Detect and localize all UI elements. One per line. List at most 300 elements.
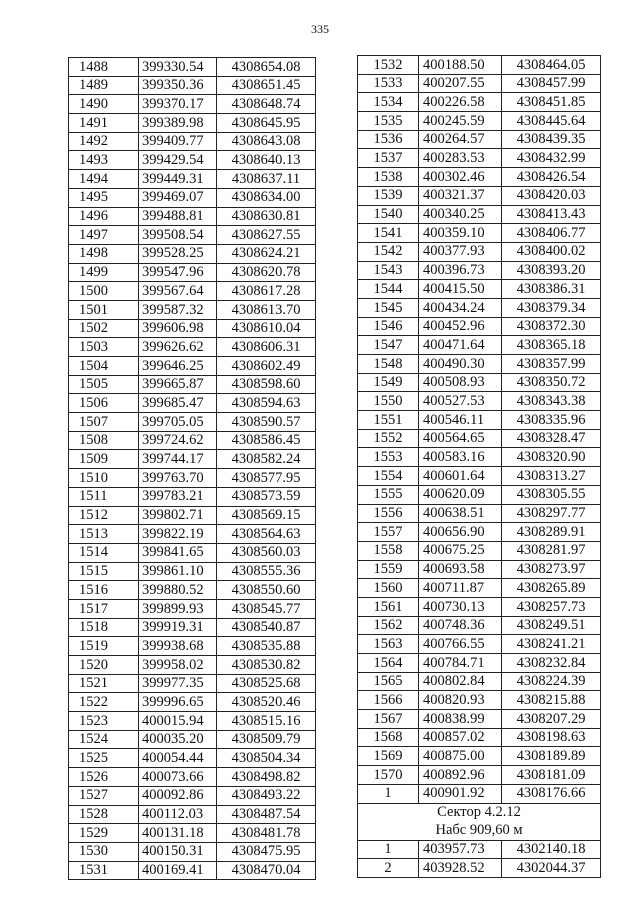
- x-coordinate-cell: 399567.64: [139, 282, 217, 301]
- x-coordinate-cell: 399330.54: [139, 58, 217, 77]
- y-coordinate-cell: 4308215.88: [502, 691, 601, 710]
- x-coordinate-cell: 399488.81: [139, 207, 217, 226]
- y-coordinate-cell: 4308232.84: [502, 654, 601, 673]
- point-number-cell: 1516: [69, 581, 139, 600]
- point-number-cell: 1536: [358, 130, 419, 149]
- point-number-cell: 1552: [358, 429, 419, 448]
- point-number-cell: 1521: [69, 674, 139, 693]
- table-row: [358, 747, 601, 766]
- point-number-cell: 1557: [358, 523, 419, 542]
- table-row: [69, 469, 316, 488]
- point-number-cell: 1: [358, 840, 419, 859]
- x-coordinate-cell: 400207.55: [419, 74, 502, 93]
- y-coordinate-cell: 4308555.36: [217, 562, 316, 581]
- x-coordinate-cell: 400092.86: [139, 786, 217, 805]
- x-coordinate-cell: 399724.62: [139, 431, 217, 450]
- table-row: [358, 523, 601, 542]
- point-number-cell: 1555: [358, 485, 419, 504]
- x-coordinate-cell: 399547.96: [139, 263, 217, 282]
- x-coordinate-cell: 399587.32: [139, 300, 217, 319]
- x-coordinate-cell: 400054.44: [139, 749, 217, 768]
- y-coordinate-cell: 4302140.18: [502, 840, 601, 859]
- x-coordinate-cell: 399370.17: [139, 95, 217, 114]
- x-coordinate-cell: 400434.24: [419, 298, 502, 317]
- point-number-cell: 1558: [358, 541, 419, 560]
- y-coordinate-cell: 4308335.96: [502, 411, 601, 430]
- table-row: [358, 93, 601, 112]
- table-row: [358, 784, 601, 803]
- y-coordinate-cell: 4308525.68: [217, 674, 316, 693]
- y-coordinate-cell: 4308613.70: [217, 300, 316, 319]
- table-row: [358, 392, 601, 411]
- y-coordinate-cell: 4308372.30: [502, 317, 601, 336]
- y-coordinate-cell: 4308328.47: [502, 429, 601, 448]
- table-row: [358, 485, 601, 504]
- point-number-cell: 1541: [358, 224, 419, 243]
- point-number-cell: 1542: [358, 242, 419, 261]
- point-number-cell: 1545: [358, 298, 419, 317]
- table-row: [358, 205, 601, 224]
- table-row: [358, 411, 601, 430]
- coordinates-table-left: [68, 57, 316, 880]
- point-number-cell: 1488: [69, 58, 139, 77]
- x-coordinate-cell: 400396.73: [419, 261, 502, 280]
- x-coordinate-cell: 400188.50: [419, 56, 502, 75]
- table-row: [69, 637, 316, 656]
- table-row: [69, 842, 316, 861]
- x-coordinate-cell: 399389.98: [139, 114, 217, 133]
- y-coordinate-cell: 4308365.18: [502, 336, 601, 355]
- y-coordinate-cell: 4308470.04: [217, 861, 316, 880]
- y-coordinate-cell: 4308224.39: [502, 672, 601, 691]
- point-number-cell: 1508: [69, 431, 139, 450]
- x-coordinate-cell: 400601.64: [419, 467, 502, 486]
- point-number-cell: 1497: [69, 226, 139, 245]
- x-coordinate-cell: 399958.02: [139, 656, 217, 675]
- x-coordinate-cell: 400638.51: [419, 504, 502, 523]
- table-row: [69, 693, 316, 712]
- x-coordinate-cell: 400693.58: [419, 560, 502, 579]
- y-coordinate-cell: 4308265.89: [502, 579, 601, 598]
- x-coordinate-cell: 399802.71: [139, 506, 217, 525]
- y-coordinate-cell: 4308313.27: [502, 467, 601, 486]
- y-coordinate-cell: 4308420.03: [502, 186, 601, 205]
- point-number-cell: 1513: [69, 525, 139, 544]
- y-coordinate-cell: 4308426.54: [502, 168, 601, 187]
- y-coordinate-cell: 4308498.82: [217, 768, 316, 787]
- point-number-cell: 1503: [69, 338, 139, 357]
- y-coordinate-cell: 4308640.13: [217, 151, 316, 170]
- table-row: [358, 710, 601, 729]
- table-row: [358, 429, 601, 448]
- table-row: [358, 560, 601, 579]
- point-number-cell: 1560: [358, 579, 419, 598]
- x-coordinate-cell: 400264.57: [419, 130, 502, 149]
- point-number-cell: 1499: [69, 263, 139, 282]
- point-number-cell: 1569: [358, 747, 419, 766]
- y-coordinate-cell: 4308350.72: [502, 373, 601, 392]
- table-row: [69, 188, 316, 207]
- x-coordinate-cell: 400490.30: [419, 355, 502, 374]
- table-row: [358, 317, 601, 336]
- y-coordinate-cell: 4308257.73: [502, 597, 601, 616]
- table-row: [69, 824, 316, 843]
- table-row: [69, 95, 316, 114]
- table-row: [358, 616, 601, 635]
- x-coordinate-cell: 400838.99: [419, 710, 502, 729]
- table-row: [358, 168, 601, 187]
- point-number-cell: 1509: [69, 450, 139, 469]
- y-coordinate-cell: 4308176.66: [502, 784, 601, 803]
- table-row: [358, 56, 601, 75]
- x-coordinate-cell: 399996.65: [139, 693, 217, 712]
- table-row: [69, 207, 316, 226]
- point-number-cell: 1570: [358, 766, 419, 785]
- y-coordinate-cell: 4308445.64: [502, 112, 601, 131]
- point-number-cell: 1507: [69, 413, 139, 432]
- section-header-group: [358, 803, 601, 840]
- table-row: [69, 282, 316, 301]
- table-row: [69, 543, 316, 562]
- table-row: [358, 467, 601, 486]
- table-row: [358, 74, 601, 93]
- y-coordinate-cell: 4308540.87: [217, 618, 316, 637]
- point-number-cell: 1553: [358, 448, 419, 467]
- table-row: [69, 487, 316, 506]
- x-coordinate-cell: 400620.09: [419, 485, 502, 504]
- x-coordinate-cell: 399705.05: [139, 413, 217, 432]
- y-coordinate-cell: 4308343.38: [502, 392, 601, 411]
- table-row: [358, 336, 601, 355]
- x-coordinate-cell: 400875.00: [419, 747, 502, 766]
- point-number-cell: 1504: [69, 357, 139, 376]
- point-number-cell: 1544: [358, 280, 419, 299]
- y-coordinate-cell: 4308530.82: [217, 656, 316, 675]
- table-row: [358, 579, 601, 598]
- table-row: [358, 672, 601, 691]
- y-coordinate-cell: 4308451.85: [502, 93, 601, 112]
- point-number-cell: 1551: [358, 411, 419, 430]
- y-coordinate-cell: 4308586.45: [217, 431, 316, 450]
- y-coordinate-cell: 4308582.24: [217, 450, 316, 469]
- table-row: [358, 728, 601, 747]
- point-number-cell: 1518: [69, 618, 139, 637]
- y-coordinate-cell: 4308509.79: [217, 730, 316, 749]
- x-coordinate-cell: 399977.35: [139, 674, 217, 693]
- point-number-cell: 1556: [358, 504, 419, 523]
- point-number-cell: 1546: [358, 317, 419, 336]
- point-number-cell: 1549: [358, 373, 419, 392]
- y-coordinate-cell: 4308550.60: [217, 581, 316, 600]
- point-number-cell: 1530: [69, 842, 139, 861]
- x-coordinate-cell: 400583.16: [419, 448, 502, 467]
- point-number-cell: 1540: [358, 205, 419, 224]
- table-row: [69, 618, 316, 637]
- y-coordinate-cell: 4308504.34: [217, 749, 316, 768]
- x-coordinate-cell: 399449.31: [139, 170, 217, 189]
- point-number-cell: 1525: [69, 749, 139, 768]
- y-coordinate-cell: 4308634.00: [217, 188, 316, 207]
- y-coordinate-cell: 4302044.37: [502, 859, 601, 878]
- table-row: [69, 300, 316, 319]
- table-row: [69, 375, 316, 394]
- y-coordinate-cell: 4308386.31: [502, 280, 601, 299]
- y-coordinate-cell: 4308598.60: [217, 375, 316, 394]
- table-row: [69, 319, 316, 338]
- y-coordinate-cell: 4308297.77: [502, 504, 601, 523]
- point-number-cell: 1526: [69, 768, 139, 787]
- point-number-cell: 1501: [69, 300, 139, 319]
- table-row: [69, 357, 316, 376]
- point-number-cell: 1554: [358, 467, 419, 486]
- point-number-cell: 1502: [69, 319, 139, 338]
- x-coordinate-cell: 400112.03: [139, 805, 217, 824]
- table-row: [69, 338, 316, 357]
- point-number-cell: 1520: [69, 656, 139, 675]
- y-coordinate-cell: 4308439.35: [502, 130, 601, 149]
- table-row: [69, 244, 316, 263]
- y-coordinate-cell: 4308273.97: [502, 560, 601, 579]
- section-subtitle: Набс 909,60 м: [435, 821, 523, 838]
- y-coordinate-cell: 4308198.63: [502, 728, 601, 747]
- x-coordinate-cell: 399350.36: [139, 76, 217, 95]
- point-number-cell: 2: [358, 859, 419, 878]
- table-row: [358, 691, 601, 710]
- point-number-cell: 1505: [69, 375, 139, 394]
- x-coordinate-cell: 399528.25: [139, 244, 217, 263]
- x-coordinate-cell: 400226.58: [419, 93, 502, 112]
- table-row: [358, 373, 601, 392]
- x-coordinate-cell: 399665.87: [139, 375, 217, 394]
- y-coordinate-cell: 4308610.04: [217, 319, 316, 338]
- table-row: [358, 224, 601, 243]
- y-coordinate-cell: 4308289.91: [502, 523, 601, 542]
- y-coordinate-cell: 4308594.63: [217, 394, 316, 413]
- x-coordinate-cell: 399744.17: [139, 450, 217, 469]
- point-number-cell: 1515: [69, 562, 139, 581]
- y-coordinate-cell: 4308602.49: [217, 357, 316, 376]
- x-coordinate-cell: 400302.46: [419, 168, 502, 187]
- y-coordinate-cell: 4308464.05: [502, 56, 601, 75]
- table-row: [358, 859, 601, 878]
- y-coordinate-cell: 4308645.95: [217, 114, 316, 133]
- point-number-cell: 1490: [69, 95, 139, 114]
- x-coordinate-cell: 403957.73: [419, 840, 502, 859]
- table-row: [358, 298, 601, 317]
- x-coordinate-cell: 400802.84: [419, 672, 502, 691]
- point-number-cell: 1506: [69, 394, 139, 413]
- x-coordinate-cell: 400150.31: [139, 842, 217, 861]
- coordinates-table-right-body: [358, 56, 601, 804]
- y-coordinate-cell: 4308487.54: [217, 805, 316, 824]
- point-number-cell: 1514: [69, 543, 139, 562]
- table-row: [358, 635, 601, 654]
- x-coordinate-cell: 400508.93: [419, 373, 502, 392]
- table-row: [69, 786, 316, 805]
- x-coordinate-cell: 400730.13: [419, 597, 502, 616]
- y-coordinate-cell: 4308515.16: [217, 712, 316, 731]
- point-number-cell: 1524: [69, 730, 139, 749]
- table-row: [358, 840, 601, 859]
- table-row: [69, 151, 316, 170]
- y-coordinate-cell: 4308535.88: [217, 637, 316, 656]
- table-row: [69, 450, 316, 469]
- x-coordinate-cell: 400073.66: [139, 768, 217, 787]
- y-coordinate-cell: 4308620.78: [217, 263, 316, 282]
- section-header-cell: [358, 803, 601, 840]
- point-number-cell: 1: [358, 784, 419, 803]
- x-coordinate-cell: 399469.07: [139, 188, 217, 207]
- point-number-cell: 1539: [358, 186, 419, 205]
- point-number-cell: 1533: [358, 74, 419, 93]
- y-coordinate-cell: 4308520.46: [217, 693, 316, 712]
- x-coordinate-cell: 399626.62: [139, 338, 217, 357]
- x-coordinate-cell: 400857.02: [419, 728, 502, 747]
- x-coordinate-cell: 400892.96: [419, 766, 502, 785]
- y-coordinate-cell: 4308654.08: [217, 58, 316, 77]
- x-coordinate-cell: 399783.21: [139, 487, 217, 506]
- x-coordinate-cell: 399861.10: [139, 562, 217, 581]
- point-number-cell: 1523: [69, 712, 139, 731]
- x-coordinate-cell: 400452.96: [419, 317, 502, 336]
- point-number-cell: 1492: [69, 132, 139, 151]
- point-number-cell: 1494: [69, 170, 139, 189]
- y-coordinate-cell: 4308207.29: [502, 710, 601, 729]
- point-number-cell: 1534: [358, 93, 419, 112]
- page-number: 335: [311, 22, 329, 36]
- point-number-cell: 1562: [358, 616, 419, 635]
- table-row: [69, 805, 316, 824]
- x-coordinate-cell: 400527.53: [419, 392, 502, 411]
- table-row: [358, 766, 601, 785]
- table-row: [69, 76, 316, 95]
- point-number-cell: 1511: [69, 487, 139, 506]
- x-coordinate-cell: 400901.92: [419, 784, 502, 803]
- x-coordinate-cell: 399606.98: [139, 319, 217, 338]
- x-coordinate-cell: 400675.25: [419, 541, 502, 560]
- x-coordinate-cell: 400131.18: [139, 824, 217, 843]
- y-coordinate-cell: 4308406.77: [502, 224, 601, 243]
- table-row: [69, 132, 316, 151]
- y-coordinate-cell: 4308249.51: [502, 616, 601, 635]
- point-number-cell: 1537: [358, 149, 419, 168]
- table-row: [69, 525, 316, 544]
- x-coordinate-cell: 399508.54: [139, 226, 217, 245]
- x-coordinate-cell: 400820.93: [419, 691, 502, 710]
- y-coordinate-cell: 4308393.20: [502, 261, 601, 280]
- coordinates-table-left-body: [69, 58, 316, 880]
- x-coordinate-cell: 400564.65: [419, 429, 502, 448]
- point-number-cell: 1559: [358, 560, 419, 579]
- y-coordinate-cell: 4308564.63: [217, 525, 316, 544]
- point-number-cell: 1493: [69, 151, 139, 170]
- point-number-cell: 1566: [358, 691, 419, 710]
- y-coordinate-cell: 4308481.78: [217, 824, 316, 843]
- point-number-cell: 1500: [69, 282, 139, 301]
- x-coordinate-cell: 399429.54: [139, 151, 217, 170]
- table-row: [358, 597, 601, 616]
- x-coordinate-cell: 400015.94: [139, 712, 217, 731]
- table-row: [358, 355, 601, 374]
- point-number-cell: 1510: [69, 469, 139, 488]
- y-coordinate-cell: 4308643.08: [217, 132, 316, 151]
- point-number-cell: 1519: [69, 637, 139, 656]
- x-coordinate-cell: 400283.53: [419, 149, 502, 168]
- y-coordinate-cell: 4308545.77: [217, 599, 316, 618]
- y-coordinate-cell: 4308493.22: [217, 786, 316, 805]
- table-row: [69, 730, 316, 749]
- x-coordinate-cell: 399880.52: [139, 581, 217, 600]
- x-coordinate-cell: 399841.65: [139, 543, 217, 562]
- point-number-cell: 1522: [69, 693, 139, 712]
- point-number-cell: 1535: [358, 112, 419, 131]
- table-row: [69, 263, 316, 282]
- x-coordinate-cell: 399938.68: [139, 637, 217, 656]
- table-row: [358, 654, 601, 673]
- table-row: [69, 114, 316, 133]
- point-number-cell: 1489: [69, 76, 139, 95]
- section-rows-body: [358, 840, 601, 877]
- x-coordinate-cell: 400711.87: [419, 579, 502, 598]
- y-coordinate-cell: 4308577.95: [217, 469, 316, 488]
- point-number-cell: 1491: [69, 114, 139, 133]
- y-coordinate-cell: 4308627.55: [217, 226, 316, 245]
- table-row: [358, 261, 601, 280]
- point-number-cell: 1550: [358, 392, 419, 411]
- table-row: [69, 413, 316, 432]
- table-row: [69, 749, 316, 768]
- y-coordinate-cell: 4308606.31: [217, 338, 316, 357]
- table-row: [358, 242, 601, 261]
- y-coordinate-cell: 4308457.99: [502, 74, 601, 93]
- x-coordinate-cell: 400546.11: [419, 411, 502, 430]
- x-coordinate-cell: 400359.10: [419, 224, 502, 243]
- point-number-cell: 1543: [358, 261, 419, 280]
- table-row: [69, 170, 316, 189]
- point-number-cell: 1564: [358, 654, 419, 673]
- y-coordinate-cell: 4308400.02: [502, 242, 601, 261]
- table-row: [69, 599, 316, 618]
- y-coordinate-cell: 4308189.89: [502, 747, 601, 766]
- y-coordinate-cell: 4308624.21: [217, 244, 316, 263]
- table-row: [69, 712, 316, 731]
- table-row: [358, 448, 601, 467]
- x-coordinate-cell: 403928.52: [419, 859, 502, 878]
- point-number-cell: 1532: [358, 56, 419, 75]
- y-coordinate-cell: 4308630.81: [217, 207, 316, 226]
- table-row: [358, 504, 601, 523]
- x-coordinate-cell: 400784.71: [419, 654, 502, 673]
- point-number-cell: 1561: [358, 597, 419, 616]
- y-coordinate-cell: 4308241.21: [502, 635, 601, 654]
- y-coordinate-cell: 4308181.09: [502, 766, 601, 785]
- point-number-cell: 1498: [69, 244, 139, 263]
- y-coordinate-cell: 4308305.55: [502, 485, 601, 504]
- x-coordinate-cell: 400321.37: [419, 186, 502, 205]
- table-row: [358, 130, 601, 149]
- x-coordinate-cell: 400656.90: [419, 523, 502, 542]
- point-number-cell: 1527: [69, 786, 139, 805]
- table-row: [69, 656, 316, 675]
- point-number-cell: 1548: [358, 355, 419, 374]
- table-row: [358, 149, 601, 168]
- x-coordinate-cell: 400035.20: [139, 730, 217, 749]
- x-coordinate-cell: 400245.59: [419, 112, 502, 131]
- y-coordinate-cell: 4308413.43: [502, 205, 601, 224]
- x-coordinate-cell: 399899.93: [139, 599, 217, 618]
- y-coordinate-cell: 4308475.95: [217, 842, 316, 861]
- point-number-cell: 1567: [358, 710, 419, 729]
